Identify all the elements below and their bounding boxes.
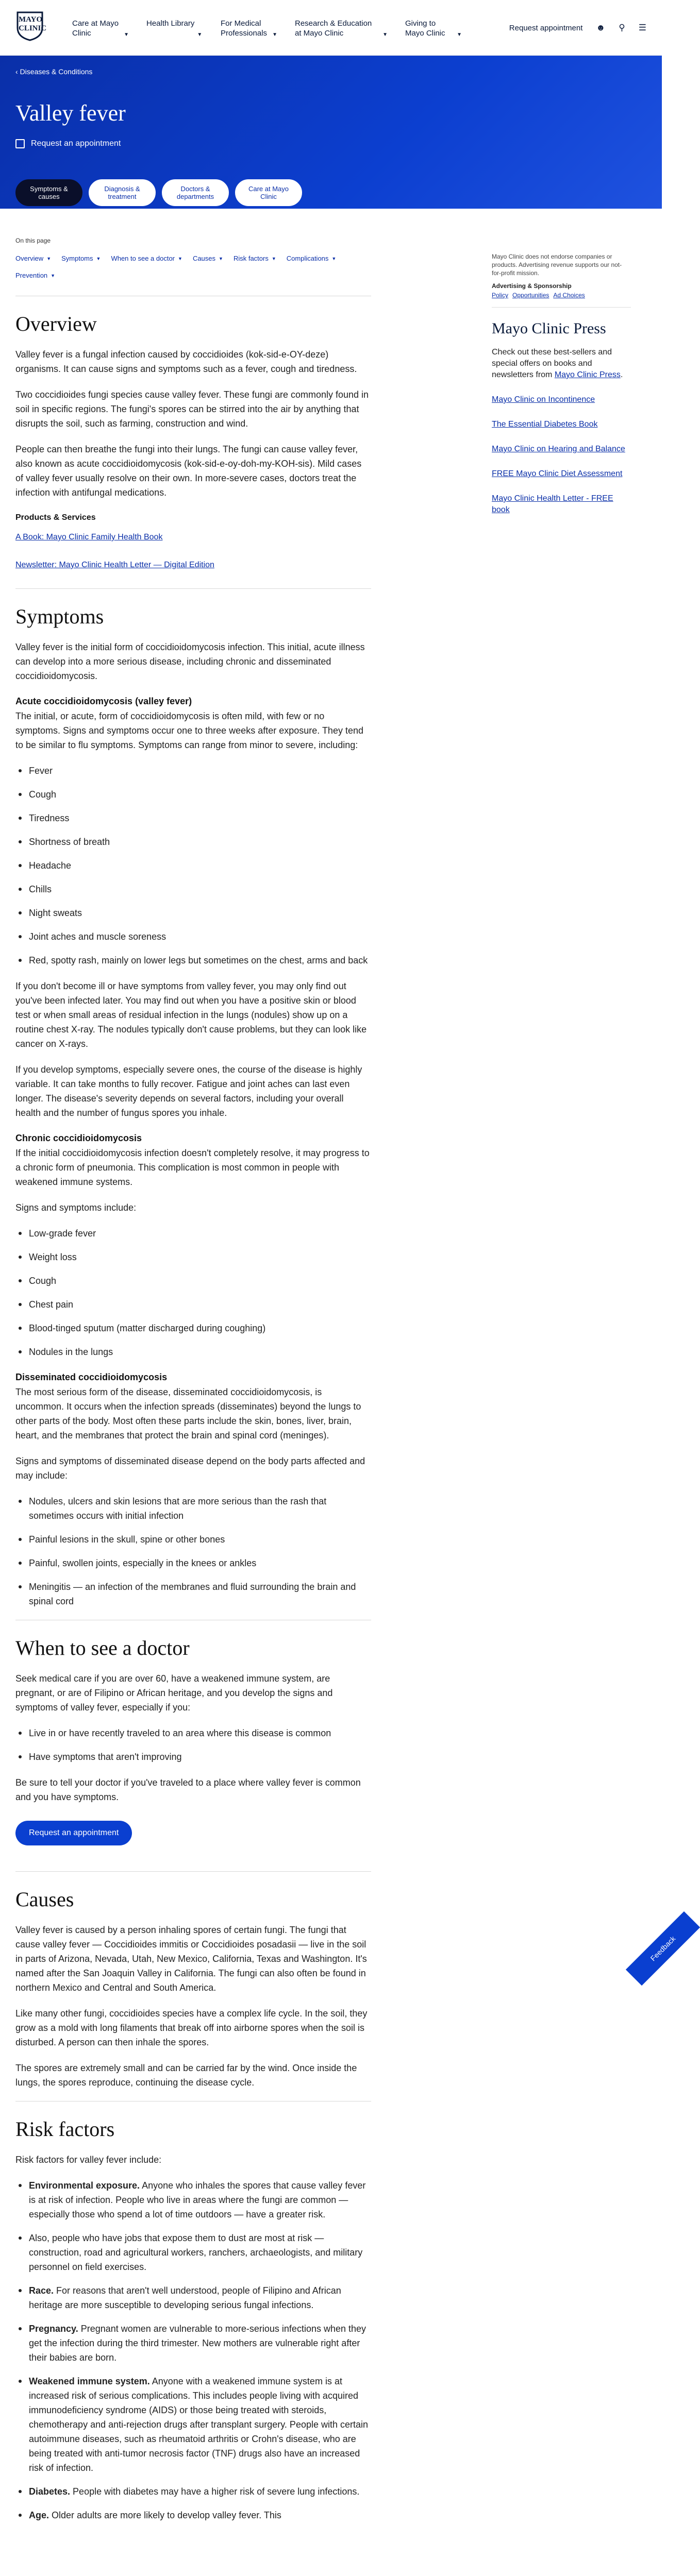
- page-title: Valley fever: [15, 100, 126, 126]
- list-item: Tiredness: [15, 811, 371, 825]
- symptoms-heading: Symptoms: [15, 605, 104, 628]
- disseminated-text: The most serious form of the disease, disseminated coccidioidomycosis, is uncommon. It occurs when the infection spreads (disseminates) beyond the lungs to other parts of the body. Most often these parts include the skin, bones, liver, brain, heart, and the membranes that protect the brain and spinal cord (meninges).: [15, 1387, 361, 1440]
- tab-doctors-departments[interactable]: Doctors & departments: [162, 179, 229, 206]
- list-item: Environmental exposure. Anyone who inhales the spores that cause valley fever is at risk of infection. People who live in areas where the fungi are common — especially those who spend a lot of time outdoors — have a greater risk.: [15, 2178, 371, 2222]
- on-this-page-label: On this page: [15, 237, 51, 244]
- sidebar: [492, 252, 631, 529]
- chevron-down-icon: ▼: [272, 32, 277, 38]
- chronic-heading: Chronic coccidioidomycosis: [15, 1133, 142, 1143]
- disseminated-heading: Disseminated coccidioidomycosis: [15, 1372, 168, 1382]
- chevron-down-icon: ▼: [271, 256, 276, 261]
- section-divider: [15, 2101, 371, 2102]
- list-item: Race. For reasons that aren't well understood, people of Filipino and African heritage are more susceptible to developing serious fungal infections.: [15, 2283, 371, 2312]
- list-item: Age. Older adults are more likely to develop valley fever. This: [15, 2508, 371, 2522]
- doctor-list: [15, 1726, 371, 1764]
- chevron-down-icon: ▼: [124, 32, 129, 38]
- list-item: Chest pain: [15, 1297, 371, 1312]
- disseminated-symptom-list: [15, 1494, 371, 1608]
- advertising-opportunities-link[interactable]: Opportunities: [512, 292, 549, 299]
- list-item: Chills: [15, 882, 371, 896]
- list-item: Meningitis — an infection of the membranes and fluid surrounding the brain and spinal cord: [15, 1580, 371, 1608]
- overview-paragraph: People can then breathe the fungi into their lungs. The fungi can cause valley fever, also known as acute coccidioidomycosis (kok-sid-e-oy-doh-my-KOH-sis). Mild cases of valley fever usually resolve on their own. In more-severe cases, doctors treat the infection with antifungal medications.: [15, 444, 362, 498]
- acute-heading: Acute coccidioidomycosis (valley fever): [15, 696, 192, 706]
- chevron-down-icon: ▼: [96, 256, 101, 261]
- causes-paragraph: Valley fever is caused by a person inhaling spores of certain fungi. The fungi that cause valley fever — Coccidioides immitis or Coccidioides posadasii — live in the soil in parts of Arizona, Nevada, Utah, New Mexico, California, Texas and Washington. It's named after the San Joaquin Valley in California. The fungi can also often be found in northern Mexico and Central and South America.: [15, 1925, 367, 1993]
- acute-paragraph: If you develop symptoms, especially severe ones, the course of the disease is highly variable. It can take months to fully recover. Fatigue and joint aches can last even longer. The disease's severity depends on several factors, including your overall health and the number of fungus spores you inhale.: [15, 1064, 362, 1118]
- causes-heading: Causes: [15, 1888, 74, 1911]
- disseminated-lead: Signs and symptoms of disseminated disease depend on the body parts affected and may include:: [15, 1456, 365, 1481]
- calendar-icon: [15, 139, 25, 148]
- ad-disclaimer: Mayo Clinic does not endorse companies or products. Advertising revenue supports our not-for-profit mission.: [492, 253, 622, 277]
- section-divider: [15, 588, 371, 589]
- list-item: Live in or have recently traveled to an area where this disease is common: [15, 1726, 371, 1740]
- overview-heading: Overview: [15, 312, 97, 335]
- overview-paragraph: Valley fever is a fungal infection caused by coccidioides (kok-sid-e-OY-deze) organisms. It can cause signs and symptoms such as a fever, cough and tiredness.: [15, 349, 357, 374]
- causes-paragraph: Like many other fungi, coccidioides species have a complex life cycle. In the soil, they grow as a mold with long filaments that break off into airborne spores when the soil is disturbed. A person can then inhale the spores.: [15, 2008, 368, 2047]
- list-item: Nodules in the lungs: [15, 1345, 371, 1359]
- nav-health-library[interactable]: Health Library ▼: [146, 19, 203, 40]
- advertising-policy-link[interactable]: Policy: [492, 292, 509, 299]
- list-item: Cough: [15, 787, 371, 802]
- press-intro-link[interactable]: Mayo Clinic Press: [554, 370, 621, 379]
- list-item: Painful lesions in the skull, spine or other bones: [15, 1532, 371, 1547]
- request-appointment-link[interactable]: Request appointment: [509, 23, 583, 32]
- primary-nav: [72, 19, 462, 40]
- risk-factor-list: [15, 2178, 371, 2522]
- chronic-symptom-list: [15, 1226, 371, 1359]
- chevron-down-icon: ▼: [219, 256, 223, 261]
- tab-diagnosis-treatment[interactable]: Diagnosis & treatment: [89, 179, 156, 206]
- list-item: Shortness of breath: [15, 835, 371, 849]
- toc-symptoms[interactable]: Symptoms ▼: [61, 255, 101, 262]
- chronic-text: If the initial coccidioidomycosis infection doesn't completely resolve, it may progress to a chronic form of pneumonia. This complication is most common in people with weakened immune systems.: [15, 1148, 370, 1187]
- request-appointment-button[interactable]: Request an appointment: [15, 1821, 132, 1845]
- toc-complications[interactable]: Complications ▼: [286, 255, 337, 262]
- on-this-page-nav: [15, 255, 371, 291]
- list-item: Painful, swollen joints, especially in the knees or ankles: [15, 1556, 371, 1570]
- press-intro: Check out these best-sellers and special offers on books and newsletters from Mayo Clinic Press.: [492, 348, 623, 379]
- when-to-see-doctor-heading: When to see a doctor: [15, 1636, 190, 1659]
- nav-medical-professionals[interactable]: For Medical Professionals ▼: [221, 19, 277, 40]
- risk-lead: Risk factors for valley fever include:: [15, 2155, 162, 2165]
- ad-choices-link[interactable]: Ad Choices: [553, 292, 585, 299]
- press-link-diabetes-book[interactable]: The Essential Diabetes Book: [492, 420, 598, 429]
- section-divider: [15, 1871, 371, 1872]
- symptoms-intro: Valley fever is the initial form of coccidioidomycosis infection. This initial, acute illness can develop into a more serious disease, including chronic and disseminated coccidioidomycosis.: [15, 642, 365, 681]
- toc-prevention[interactable]: Prevention ▼: [15, 272, 56, 279]
- overview-paragraph: Two coccidioides fungi species cause valley fever. These fungi are commonly found in soil in specific regions. The fungi's spores can be stirred into the air by anything that disrupts the soil, such as farming, construction and wind.: [15, 389, 369, 429]
- list-item: Weakened immune system. Anyone with a weakened immune system is at increased risk of serious complications. This includes people living with acquired immunodeficiency syndrome (AIDS) or those being treated with steroids, chemotherapy and anti-rejection drugs after transplant surgery. People with certain autoimmune diseases, such as rheumatoid arthritis or Crohn's disease, who are being treated with anti-tumor necrosis factor (TNF) drugs also have an increased risk of infection.: [15, 2374, 371, 2475]
- list-item: Nodules, ulcers and skin lesions that are more serious than the rash that sometimes occurs with initial infection: [15, 1494, 371, 1523]
- chronic-lead: Signs and symptoms include:: [15, 1202, 137, 1213]
- acute-symptom-list: [15, 764, 371, 968]
- header-actions: [509, 23, 646, 33]
- chevron-down-icon: ▼: [457, 32, 462, 38]
- list-item: Red, spotty rash, mainly on lower legs but sometimes on the chest, arms and back: [15, 953, 371, 968]
- list-item: Blood-tinged sputum (matter discharged during coughing): [15, 1321, 371, 1335]
- risk-factors-heading: Risk factors: [15, 2117, 115, 2141]
- list-item: Fever: [15, 764, 371, 778]
- acute-text: The initial, or acute, form of coccidioidomycosis is often mild, with few or no symptoms. Signs and symptoms occur one to three weeks after exposure. They tend to be similar to flu symptoms. Symptoms can range from minor to severe, including:: [15, 711, 363, 750]
- sidebar-divider: [492, 307, 631, 308]
- tab-symptoms-causes[interactable]: Symptoms & causes: [15, 179, 82, 206]
- tab-care-at-mayo[interactable]: Care at Mayo Clinic: [235, 179, 302, 206]
- list-item: Cough: [15, 1274, 371, 1288]
- chevron-down-icon: ▼: [51, 273, 56, 278]
- nav-giving[interactable]: Giving to Mayo Clinic ▼: [405, 19, 462, 40]
- advertising-links: [492, 292, 631, 299]
- list-item: Night sweats: [15, 906, 371, 920]
- products-services-label: Products & Services: [15, 513, 96, 522]
- press-link-health-letter[interactable]: Mayo Clinic Health Letter - FREE book: [492, 494, 613, 514]
- doctor-paragraph: Be sure to tell your doctor if you've traveled to a place where valley fever is common and you have symptoms.: [15, 1777, 361, 1802]
- search-icon[interactable]: ⚲: [619, 23, 625, 32]
- press-link-hearing-balance[interactable]: Mayo Clinic on Hearing and Balance: [492, 445, 625, 453]
- list-item: Also, people who have jobs that expose them to dust are most at risk — construction, road and agricultural workers, ranchers, archaeologists, and military personnel on field exercises.: [15, 2231, 371, 2274]
- menu-icon[interactable]: ☰: [638, 23, 646, 32]
- chevron-down-icon: ▼: [178, 256, 182, 261]
- list-item: Pregnancy. Pregnant women are vulnerable to more-serious infections when they get the infection during the third trimester. New mothers are vulnerable right after their babies are born.: [15, 2321, 371, 2365]
- user-icon[interactable]: ☻: [596, 23, 606, 32]
- acute-paragraph: If you don't become ill or have symptoms from valley fever, you may only find out you've been infected later. You may find out when you have a positive skin or blood test or when small areas of residual infection in the lungs (nodules) show up on a routine chest X-ray. The nodules typically don't cause problems, but they can look like cancer on X-rays.: [15, 981, 367, 1049]
- top-navigation: [0, 0, 662, 56]
- main-content: [15, 237, 371, 2534]
- list-item: Diabetes. People with diabetes may have a higher risk of severe lung infections.: [15, 2484, 371, 2499]
- doctor-paragraph: Seek medical care if you are over 60, have a weakened immune system, are pregnant, or are of Filipino or African heritage, and you develop the signs and symptoms of valley fever, especially if you:: [15, 1673, 333, 1713]
- chevron-down-icon: ▼: [382, 32, 388, 38]
- advertising-title: Advertising & Sponsorship: [492, 282, 572, 290]
- toc-risk-factors[interactable]: Risk factors ▼: [233, 255, 276, 262]
- feedback-tab[interactable]: Feedback: [626, 1911, 700, 1986]
- chevron-down-icon: ▼: [197, 32, 203, 38]
- logo-text: MAYO CLINIC: [19, 15, 47, 32]
- list-item: Headache: [15, 858, 371, 873]
- press-link-diet-assessment[interactable]: FREE Mayo Clinic Diet Assessment: [492, 469, 623, 478]
- toc-overview[interactable]: Overview ▼: [15, 255, 52, 262]
- press-link-incontinence[interactable]: Mayo Clinic on Incontinence: [492, 395, 595, 404]
- breadcrumb[interactable]: ‹ Diseases & Conditions: [15, 67, 93, 76]
- toc-causes[interactable]: Causes ▼: [192, 255, 223, 262]
- mayo-clinic-press-title: Mayo Clinic Press: [492, 320, 606, 337]
- page-hero: [0, 56, 662, 209]
- hero-tabs: [15, 179, 302, 206]
- chevron-down-icon: ▼: [331, 256, 337, 261]
- causes-paragraph: The spores are extremely small and can be carried far by the wind. Once inside the lungs, the spores reproduce, continuing the disease cycle.: [15, 2063, 357, 2088]
- chevron-down-icon: ▼: [46, 256, 52, 261]
- hero-appointment-link[interactable]: Request an appointment: [15, 139, 121, 148]
- list-item: Joint aches and muscle soreness: [15, 929, 371, 944]
- nav-care-at-mayo[interactable]: Care at Mayo Clinic ▼: [72, 19, 129, 40]
- toc-when-to-see-doctor[interactable]: When to see a doctor ▼: [111, 255, 182, 262]
- list-item: Low-grade fever: [15, 1226, 371, 1241]
- product-link-book[interactable]: A Book: Mayo Clinic Family Health Book: [15, 533, 163, 541]
- list-item: Weight loss: [15, 1250, 371, 1264]
- product-link-newsletter[interactable]: Newsletter: Mayo Clinic Health Letter — Digital Edition: [15, 561, 214, 569]
- nav-research-education[interactable]: Research & Education at Mayo Clinic ▼: [295, 19, 388, 40]
- list-item: Have symptoms that aren't improving: [15, 1750, 371, 1764]
